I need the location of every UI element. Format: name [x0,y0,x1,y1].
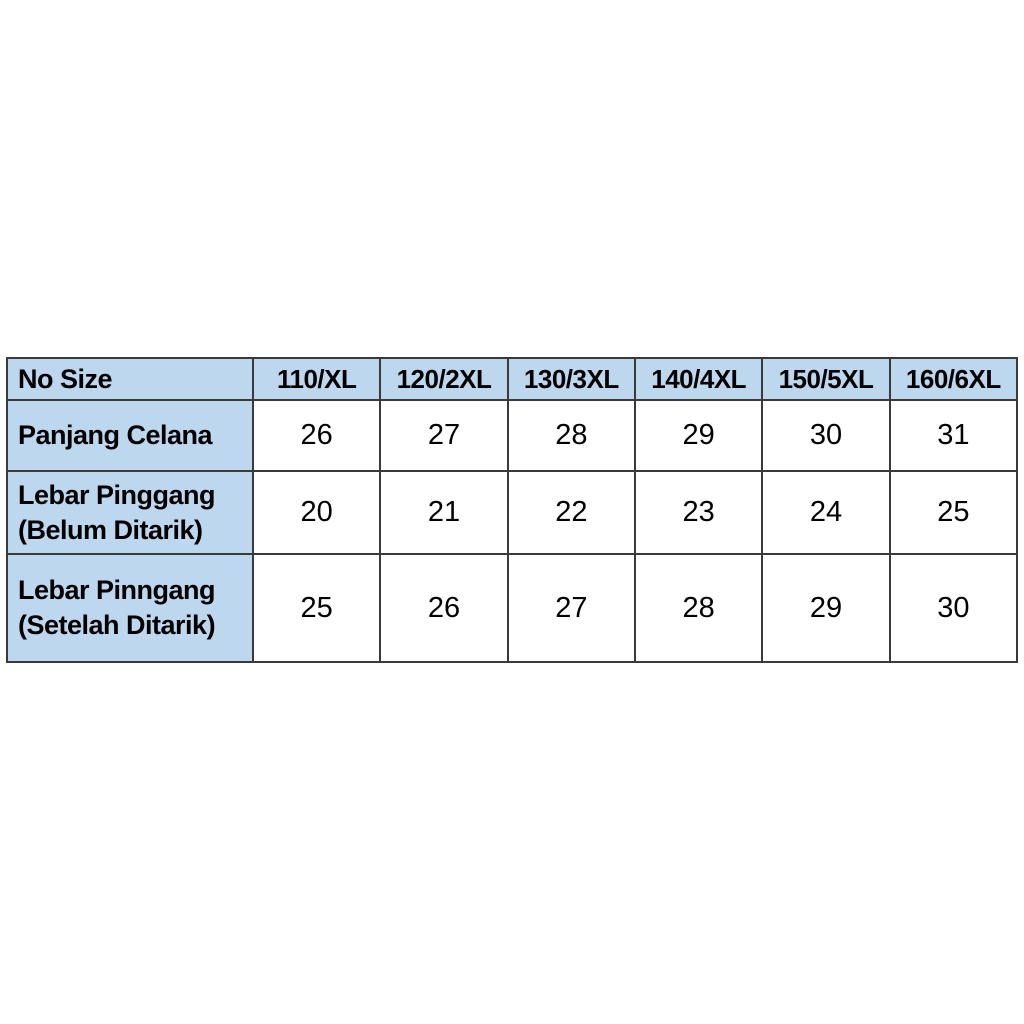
value-cell: 29 [635,400,762,471]
value-cell: 26 [380,554,507,662]
row-label-panjang-celana: Panjang Celana [7,400,253,471]
header-cell-size-2: 120/2XL [380,358,507,400]
value-cell: 30 [762,400,889,471]
table-row-lebar-pinggang-belum-ditarik [7,471,1017,554]
value-cell: 27 [380,400,507,471]
value-cell: 21 [380,471,507,554]
value-cell: 27 [508,554,635,662]
value-cell: 20 [253,471,380,554]
header-cell-size-6: 160/6XL [890,358,1017,400]
value-cell: 30 [890,554,1017,662]
header-cell-size-3: 130/3XL [508,358,635,400]
row-label-lebar-pinggang-setelah-ditarik: Lebar Pinngang (Setelah Ditarik) [7,554,253,662]
value-cell: 25 [890,471,1017,554]
value-cell: 28 [508,400,635,471]
size-chart-table [6,357,1018,663]
value-cell: 23 [635,471,762,554]
header-row [7,358,1017,400]
value-cell: 28 [635,554,762,662]
value-cell: 24 [762,471,889,554]
header-cell-size-4: 140/4XL [635,358,762,400]
value-cell: 29 [762,554,889,662]
header-cell-no-size: No Size [7,358,253,400]
value-cell: 31 [890,400,1017,471]
header-cell-size-1: 110/XL [253,358,380,400]
value-cell: 26 [253,400,380,471]
table-row-panjang-celana [7,400,1017,471]
value-cell: 22 [508,471,635,554]
value-cell: 25 [253,554,380,662]
row-label-lebar-pinggang-belum-ditarik: Lebar Pinggang (Belum Ditarik) [7,471,253,554]
header-cell-size-5: 150/5XL [762,358,889,400]
table-row-lebar-pinggang-setelah-ditarik [7,554,1017,662]
